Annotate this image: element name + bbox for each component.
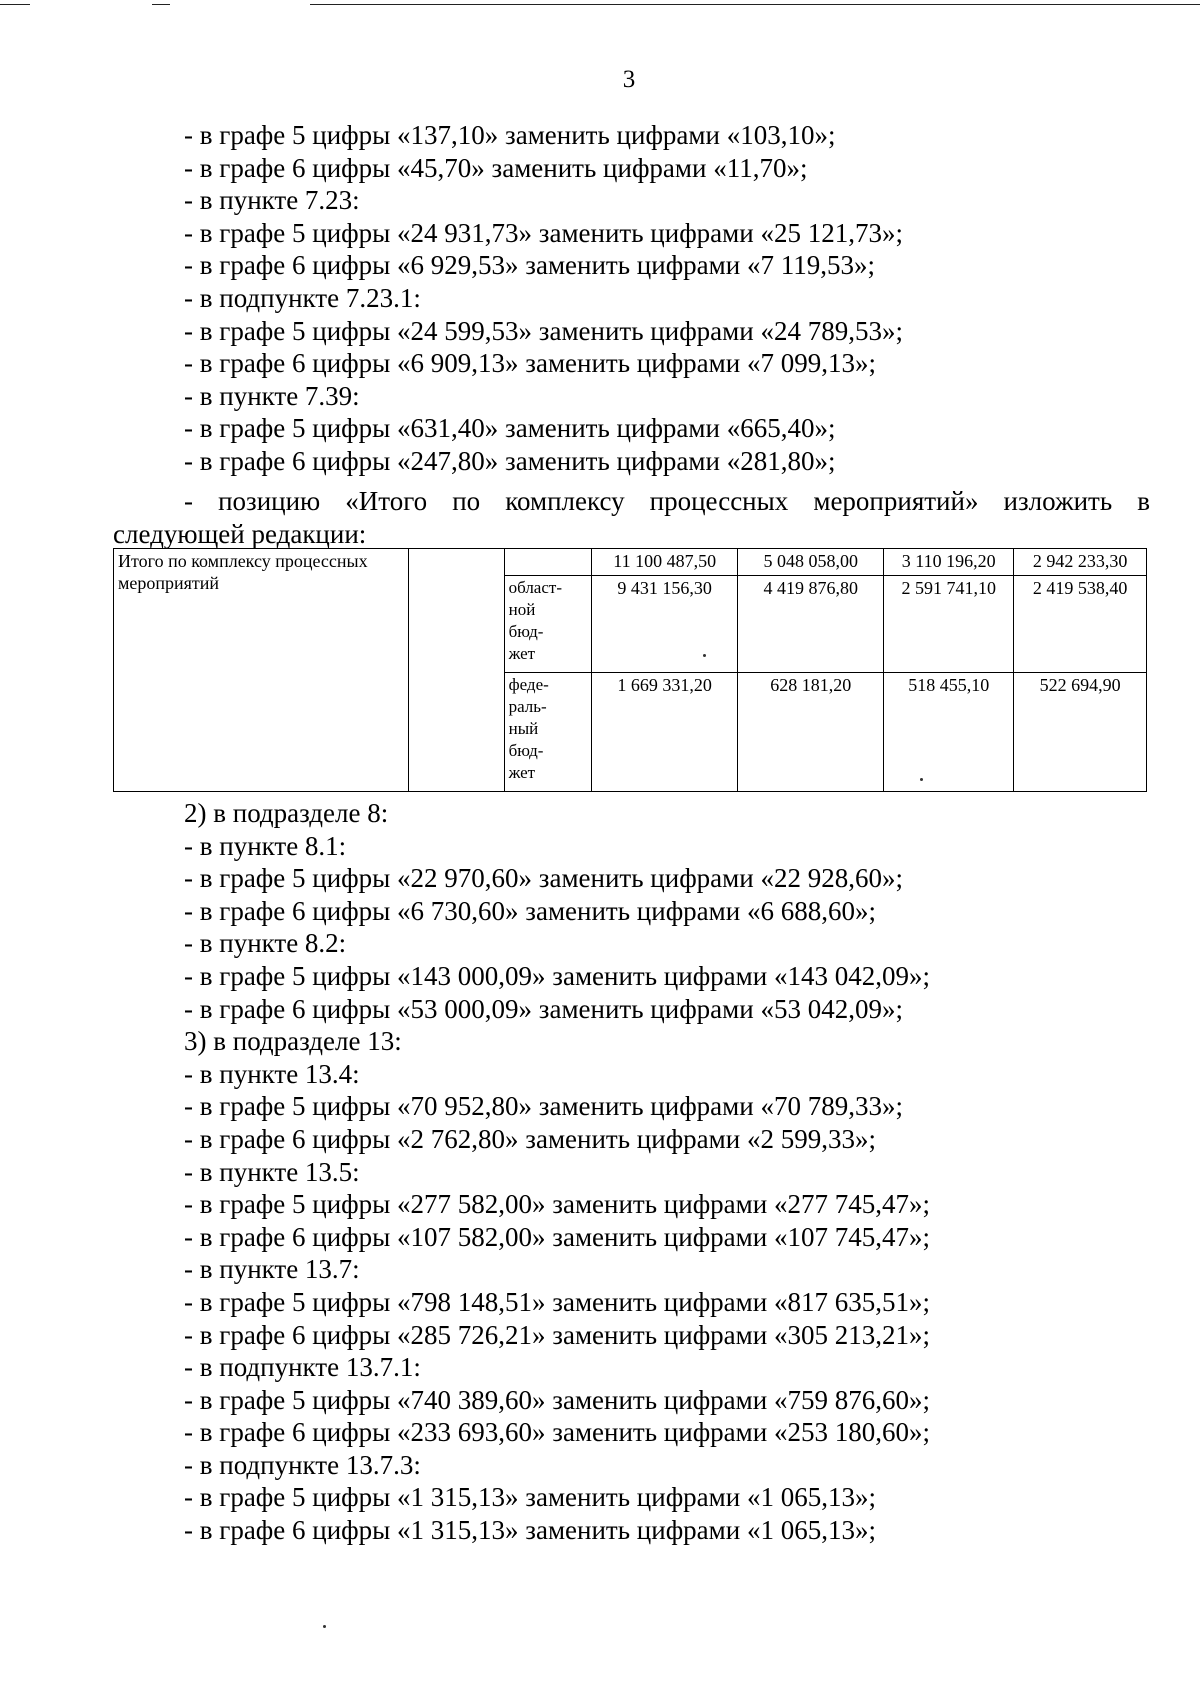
- text-line: - в графе 5 цифры «22 970,60» заменить цифрами «22 928,60»;: [184, 863, 903, 894]
- text-line: 2) в подразделе 8:: [184, 798, 389, 828]
- federal-value-cell: 1 669 331,20: [592, 673, 738, 792]
- text-line: - в графе 5 цифры «143 000,09» заменить цифрами «143 042,09»;: [184, 960, 930, 991]
- text-line: - в графе 6 цифры «233 693,60» заменить цифрами «253 180,60»;: [184, 1417, 930, 1448]
- federal-value-cell: 522 694,90: [1014, 673, 1147, 792]
- federal-value-cell: 518 455,10: [884, 673, 1014, 792]
- source-cell-total: [504, 549, 592, 576]
- amendments-top: [184, 119, 1164, 478]
- text-line: - в пункте 13.4:: [184, 1058, 360, 1089]
- regional-value-cell: 2 591 741,10: [884, 576, 1014, 673]
- text-line: - в подпункте 13.7.3:: [184, 1449, 421, 1480]
- text-line: - в графе 5 цифры «1 315,13» заменить цифрами «1 065,13»;: [184, 1482, 876, 1513]
- text-line: - в графе 6 цифры «1 315,13» заменить цифрами «1 065,13»;: [184, 1515, 876, 1546]
- position-instruction: - позицию «Итого по комплексу процессных мероприятий» изложить в: [184, 486, 1150, 516]
- total-value-cell: 3 110 196,20: [884, 549, 1014, 576]
- regional-value-cell: 2 419 538,40: [1014, 576, 1147, 673]
- text-line: - в графе 5 цифры «70 952,80» заменить цифрами «70 789,33»;: [184, 1091, 903, 1122]
- page-number: 3: [622, 66, 636, 93]
- text-line: - в графе 5 цифры «137,10» заменить цифрами «103,10»;: [184, 120, 836, 150]
- total-value-cell: 11 100 487,50: [592, 549, 738, 576]
- text-line: - в графе 6 цифры «6 730,60» заменить цифрами «6 688,60»;: [184, 895, 876, 926]
- text-line: - в графе 5 цифры «277 582,00» заменить цифрами «277 745,47»;: [184, 1189, 930, 1220]
- total-value-cell: 2 942 233,30: [1014, 549, 1147, 576]
- text-line: - в графе 5 цифры «24 931,73» заменить цифрами «25 121,73»;: [184, 217, 903, 248]
- text-line: - в пункте 7.39:: [184, 380, 360, 411]
- scan-speck: [323, 1625, 326, 1628]
- text-line: - в графе 6 цифры «247,80» заменить цифрами «281,80»;: [184, 445, 836, 476]
- totals-table: [113, 548, 1147, 792]
- text-line: - в подпункте 7.23.1:: [184, 282, 421, 313]
- federal-budget-label: феде- раль- ный бюд- жет: [504, 673, 592, 792]
- text-line: - в графе 5 цифры «740 389,60» заменить цифрами «759 876,60»;: [184, 1384, 930, 1415]
- regional-value-cell: 4 419 876,80: [738, 576, 884, 673]
- scan-speck: [703, 654, 706, 657]
- text-line: - в графе 5 цифры «798 148,51» заменить цифрами «817 635,51»;: [184, 1286, 930, 1317]
- text-line: - в графе 6 цифры «53 000,09» заменить цифрами «53 042,09»;: [184, 993, 903, 1024]
- text-line: - в пункте 8.1:: [184, 830, 347, 861]
- table-row-total: [114, 549, 1147, 576]
- federal-value-cell: 628 181,20: [738, 673, 884, 792]
- regional-value-cell: 9 431 156,30: [592, 576, 738, 673]
- position-instruction-continued: следующей редакции:: [113, 519, 367, 549]
- text-line: - в пункте 13.5:: [184, 1156, 360, 1187]
- scan-top-line-right: [310, 4, 1200, 5]
- text-line: - в графе 6 цифры «6 929,53» заменить цифрами «7 119,53»;: [184, 250, 875, 281]
- text-line: - в пункте 13.7:: [184, 1254, 360, 1285]
- text-line: - в пункте 8.2:: [184, 928, 347, 959]
- text-line: - в графе 6 цифры «45,70» заменить цифрами «11,70»;: [184, 152, 808, 183]
- row-label-cell: Итого по комплексу процессных мероприятий: [114, 549, 409, 792]
- amendments-bottom: [184, 797, 1164, 1547]
- text-line: - в графе 6 цифры «285 726,21» заменить цифрами «305 213,21»;: [184, 1319, 930, 1350]
- text-line: - в подпункте 13.7.1:: [184, 1352, 421, 1383]
- text-line: - в графе 5 цифры «631,40» заменить цифрами «665,40»;: [184, 413, 836, 444]
- scan-top-line-mid: [152, 4, 170, 5]
- text-line: - в графе 6 цифры «107 582,00» заменить цифрами «107 745,47»;: [184, 1221, 930, 1252]
- scan-speck: [920, 778, 923, 781]
- text-line: - в графе 6 цифры «2 762,80» заменить цифрами «2 599,33»;: [184, 1123, 876, 1154]
- scan-top-line-left: [0, 4, 30, 5]
- total-value-cell: 5 048 058,00: [738, 549, 884, 576]
- text-line: - в графе 5 цифры «24 599,53» заменить цифрами «24 789,53»;: [184, 315, 903, 346]
- empty-cell: [408, 549, 504, 792]
- regional-budget-label: област- ной бюд- жет: [504, 576, 592, 673]
- text-line: - в пункте 7.23:: [184, 185, 360, 216]
- text-line: - в графе 6 цифры «6 909,13» заменить цифрами «7 099,13»;: [184, 348, 876, 379]
- text-line: 3) в подразделе 13:: [184, 1026, 402, 1057]
